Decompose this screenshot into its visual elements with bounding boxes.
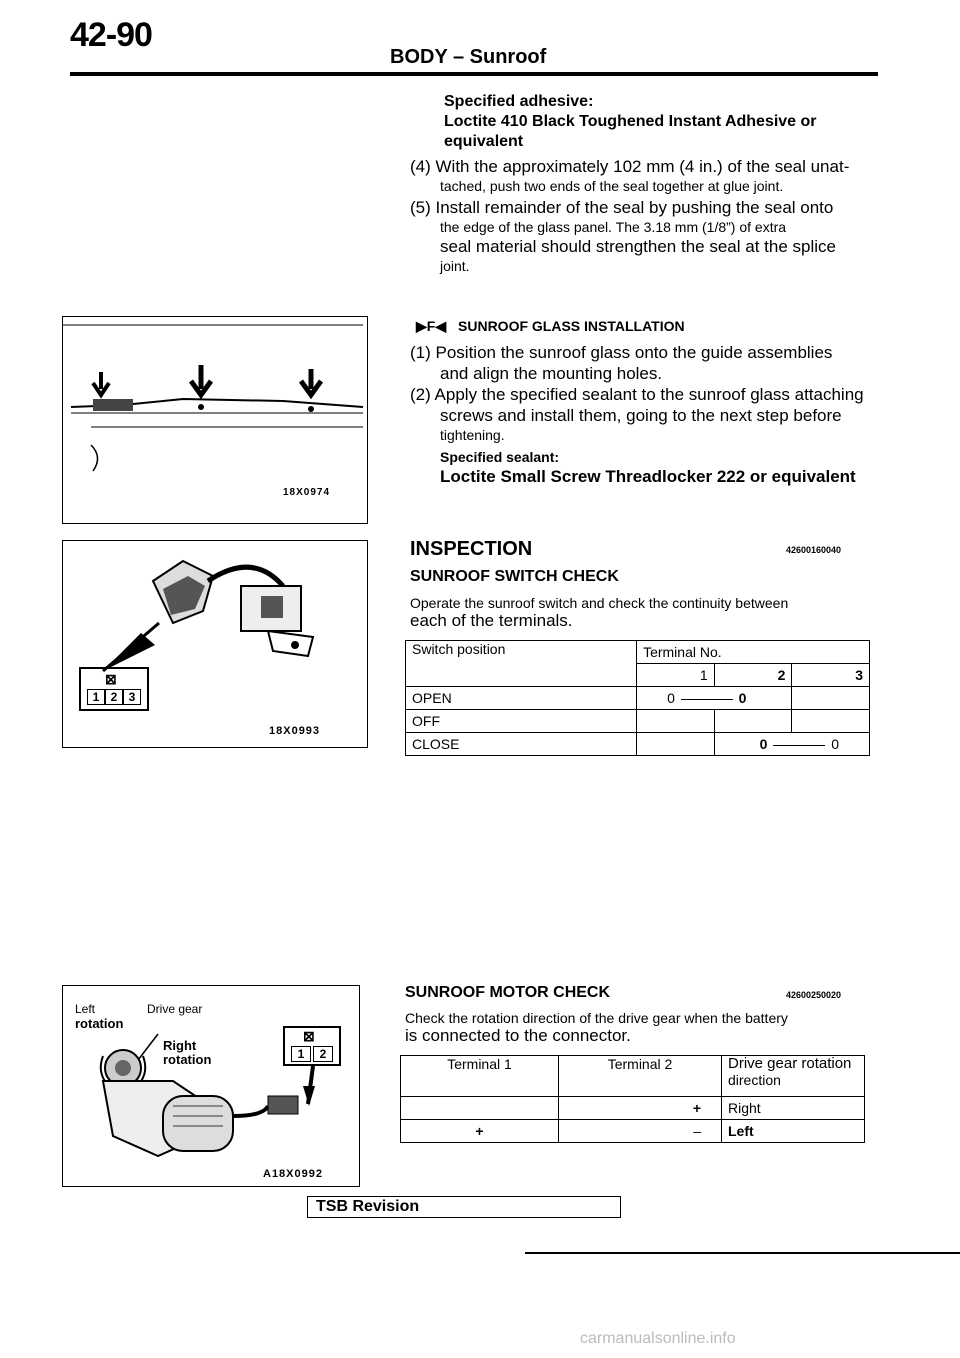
table-row <box>406 687 870 710</box>
step5-line4: joint. <box>440 258 470 274</box>
continuity-end: 0 <box>738 690 747 706</box>
table-row <box>401 1097 865 1120</box>
motor-check-line1: Check the rotation direction of the drive gear when the battery <box>405 1010 788 1026</box>
continuity-cell <box>714 733 869 756</box>
sealant-label: Specified sealant: <box>440 449 560 465</box>
step4-line2: tached, push two ends of the seal together at glue joint. <box>440 178 784 194</box>
motor-check-code: 42600250020 <box>786 990 842 1000</box>
row-t1: + <box>401 1120 559 1143</box>
label-drive-gear: Drive gear <box>147 1002 203 1016</box>
page-number: 42-90 <box>70 16 152 54</box>
row-position: CLOSE <box>406 733 637 756</box>
step5-line2: the edge of the glass panel. The 3.18 mm (1/8”) of extra <box>440 219 787 235</box>
row-t1 <box>637 710 715 733</box>
table-row <box>401 1120 865 1143</box>
motor-check-line2: is connected to the connector. <box>405 1026 631 1045</box>
header-rule <box>70 72 878 76</box>
terminal-3-header: 3 <box>792 664 870 687</box>
row-t2: + <box>559 1097 722 1120</box>
motor-check-heading: SUNROOF MOTOR CHECK <box>405 984 611 1001</box>
inspection-heading: INSPECTION <box>410 538 533 560</box>
footer-rule <box>525 1252 960 1254</box>
watermark: carmanualsonline.info <box>580 1330 736 1347</box>
continuity-end: 0 <box>831 736 839 752</box>
glass-step2-line1: (2) Apply the specified sealant to the sunroof glass attaching <box>410 385 864 404</box>
col-rotation-direction-line1: Drive gear rotation <box>728 1055 852 1072</box>
continuity-start: 0 <box>759 736 768 752</box>
row-position: OPEN <box>406 687 637 710</box>
row-t1 <box>401 1097 559 1120</box>
col-switch-position: Switch position <box>406 641 637 687</box>
col-terminal-2: Terminal 2 <box>559 1056 722 1097</box>
switch-check-line2: each of the terminals. <box>410 611 573 630</box>
row-t2 <box>714 710 792 733</box>
col-terminal-1: Terminal 1 <box>401 1056 559 1097</box>
col-terminal-no: Terminal No. <box>637 641 870 664</box>
pin-2: 2 <box>105 689 123 705</box>
cross-box-icon: ⊠ <box>105 671 117 687</box>
col-rotation-direction <box>722 1056 865 1097</box>
sealant-value: Loctite Small Screw Threadlocker 222 or equivalent <box>440 467 856 486</box>
row-t3 <box>792 687 870 710</box>
figure2-code: 18X0993 <box>269 725 321 737</box>
pin-1: 1 <box>87 689 105 705</box>
row-t1 <box>637 733 715 756</box>
motor-rotation-table <box>400 1055 865 1143</box>
figure-sunroof-glass <box>62 316 368 524</box>
label-rotation-left: rotation <box>75 1016 124 1031</box>
cross-box-icon: ⊠ <box>303 1028 315 1044</box>
arrow-left-icon: ◀ <box>435 318 447 334</box>
pin-3: 3 <box>123 689 141 705</box>
glass-step1-line2: and align the mounting holes. <box>440 364 663 383</box>
figure1-code: 18X0974 <box>283 487 331 498</box>
inspection-code: 42600160040 <box>786 545 842 555</box>
pin-1: 1 <box>291 1046 311 1062</box>
continuity-line <box>773 745 825 746</box>
tsb-revision: TSB Revision <box>307 1196 621 1218</box>
step5-line3: seal material should strengthen the seal at the splice <box>440 237 836 256</box>
glass-step1-line1: (1) Position the sunroof glass onto the guide assemblies <box>410 343 833 362</box>
step-marker: F <box>426 318 436 334</box>
step4-line1: (4) With the approximately 102 mm (4 in.) of the seal unat- <box>410 157 850 176</box>
adhesive-block <box>444 92 817 152</box>
switch-continuity-table <box>405 640 870 756</box>
label-right: Right <box>163 1038 197 1053</box>
continuity-line <box>681 699 733 700</box>
switch-connector-diagram <box>63 541 367 747</box>
terminal-2-header: 2 <box>714 664 792 687</box>
glass-install-heading: SUNROOF GLASS INSTALLATION <box>458 318 685 334</box>
arrow-right-icon: ▶ <box>416 318 427 334</box>
row-position: OFF <box>406 710 637 733</box>
glass-step2-line2: screws and install them, going to the next step before <box>440 406 842 425</box>
glass-step2-line3: tightening. <box>440 427 505 443</box>
switch-check-line1: Operate the sunroof switch and check the continuity between <box>410 595 789 611</box>
figure3-code: A18X0992 <box>263 1168 323 1180</box>
terminal-1-header: 1 <box>637 664 715 687</box>
continuity-cell <box>637 687 792 710</box>
row-direction: Right <box>722 1097 865 1120</box>
table-row <box>406 710 870 733</box>
continuity-start: 0 <box>667 690 675 706</box>
label-left: Left <box>75 1002 96 1016</box>
pin-2: 2 <box>313 1046 333 1062</box>
adhesive-value-2: equivalent <box>444 133 524 150</box>
motor-connector-pinout <box>283 1026 341 1066</box>
step5-line1: (5) Install remainder of the seal by pushing the seal onto <box>410 198 834 217</box>
glass-install-section <box>410 316 885 487</box>
connector-pinout <box>79 667 149 711</box>
switch-check-heading: SUNROOF SWITCH CHECK <box>410 568 619 585</box>
adhesive-label: Specified adhesive: <box>444 93 594 110</box>
figure-switch-connector <box>62 540 368 748</box>
figure-sunroof-motor <box>62 985 360 1187</box>
page-title: BODY – Sunroof <box>390 46 547 68</box>
label-rotation-right: rotation <box>163 1052 212 1067</box>
table-row <box>406 733 870 756</box>
row-t3 <box>792 710 870 733</box>
glass-install-heading-row <box>410 316 885 336</box>
seal-steps <box>410 156 880 275</box>
col-rotation-direction-line2: direction <box>728 1072 781 1088</box>
adhesive-value-1: Loctite 410 Black Toughened Instant Adhesive or <box>444 113 817 130</box>
row-direction: Left <box>722 1120 865 1143</box>
row-t2: – <box>559 1120 722 1143</box>
